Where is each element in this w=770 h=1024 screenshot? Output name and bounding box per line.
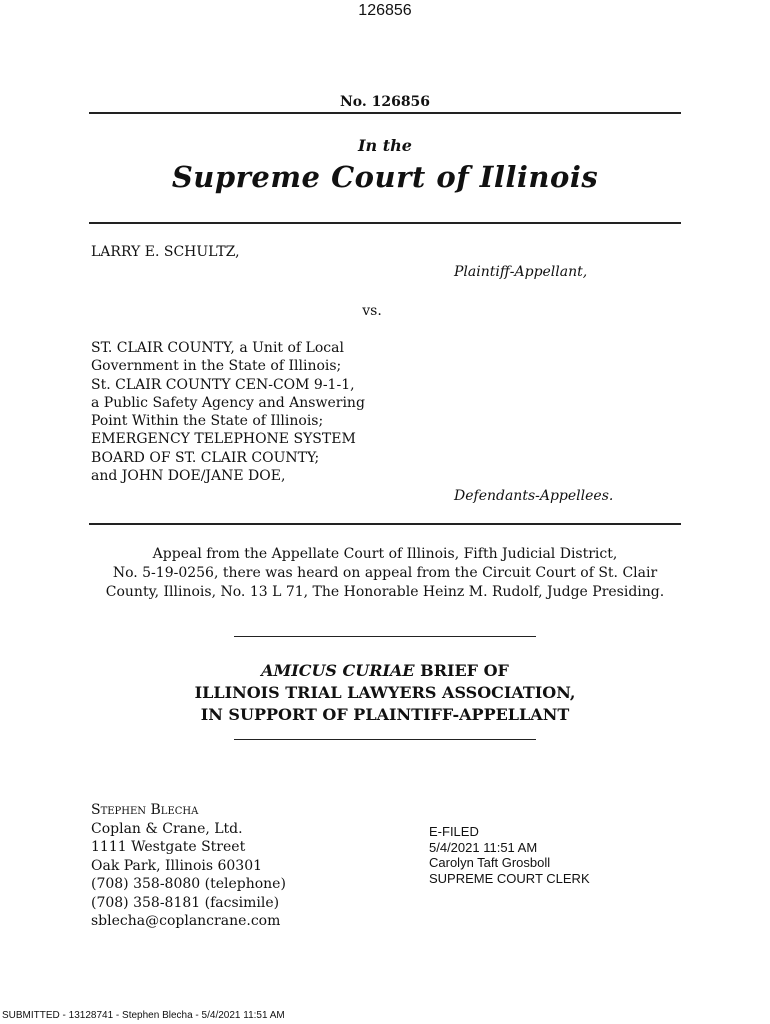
defendant-line: ST. CLAIR COUNTY, a Unit of Local (91, 340, 344, 356)
defendant-line: EMERGENCY TELEPHONE SYSTEM (91, 431, 356, 448)
amicus-curiae-label: AMICUS CURIAE (261, 661, 415, 680)
appeal-information (0, 545, 770, 602)
title-bottom-rule (234, 739, 536, 740)
appeal-line: Appeal from the Appellate Court of Illinois, Fifth Judicial District, (152, 546, 618, 562)
brief-title-line-1 (0, 660, 770, 682)
page-header-document-id: 126856 (358, 2, 412, 19)
title-top-rule (234, 636, 536, 637)
appeal-line: County, Illinois, No. 13 L 71, The Honorable Heinz M. Rudolf, Judge Presiding. (105, 584, 665, 600)
defendant-line: St. CLAIR COUNTY CEN-COM 9-1-1, (91, 376, 355, 393)
clerk-name: Carolyn Taft Grosboll (429, 855, 551, 870)
defendants-block (91, 339, 365, 485)
versus-label: vs. (362, 303, 382, 319)
attorney-email: sblecha@coplancrane.com (91, 913, 281, 929)
clerk-title: SUPREME COURT CLERK (429, 870, 590, 886)
submission-footer: SUBMITTED - 13128741 - Stephen Blecha - 5/4/2021 11:51 AM (2, 1010, 285, 1021)
defendant-line: Point Within the State of Illinois; (91, 413, 324, 430)
brief-title-line-2: ILLINOIS TRIAL LAWYERS ASSOCIATION, (194, 683, 576, 702)
attorney-firm: Coplan & Crane, Ltd. (91, 820, 243, 837)
attorney-block (91, 801, 286, 931)
plaintiff-role: Plaintiff-Appellant, (454, 264, 588, 280)
brief-of-label: BRIEF OF (414, 661, 509, 680)
attorney-city: Oak Park, Illinois 60301 (91, 857, 263, 874)
attorney-fax: (708) 358-8181 (facsimile) (91, 894, 280, 911)
efiled-status: E-FILED (429, 824, 479, 839)
defendant-line: Government in the State of Illinois; (91, 358, 342, 375)
attorney-name: Stephen Blecha (91, 802, 199, 818)
defendant-line: and JOHN DOE/JANE DOE, (91, 468, 286, 485)
court-name: Supreme Court of Illinois (171, 160, 599, 194)
court-prefix: In the (358, 136, 412, 155)
defendants-role: Defendants-Appellees. (454, 488, 614, 504)
attorney-phone: (708) 358-8080 (telephone) (91, 876, 286, 892)
brief-title-line-3: IN SUPPORT OF PLAINTIFF-APPELLANT (200, 705, 570, 724)
caption-top-rule (89, 112, 681, 114)
brief-title (0, 660, 770, 726)
defendant-line: a Public Safety Agency and Answering (91, 394, 365, 411)
attorney-street: 1111 Westgate Street (91, 839, 246, 855)
defendant-line: BOARD OF ST. CLAIR COUNTY; (91, 449, 320, 466)
appeal-line: No. 5-19-0256, there was heard on appeal from the Circuit Court of St. Clair (112, 565, 658, 581)
caption-middle-rule (89, 222, 681, 224)
caption-bottom-rule (89, 523, 681, 525)
efiling-stamp (429, 824, 590, 886)
efiled-datetime: 5/4/2021 11:51 AM (429, 839, 538, 855)
docket-number: No. 126856 (339, 94, 431, 110)
plaintiff-name: LARRY E. SCHULTZ, (91, 244, 240, 260)
